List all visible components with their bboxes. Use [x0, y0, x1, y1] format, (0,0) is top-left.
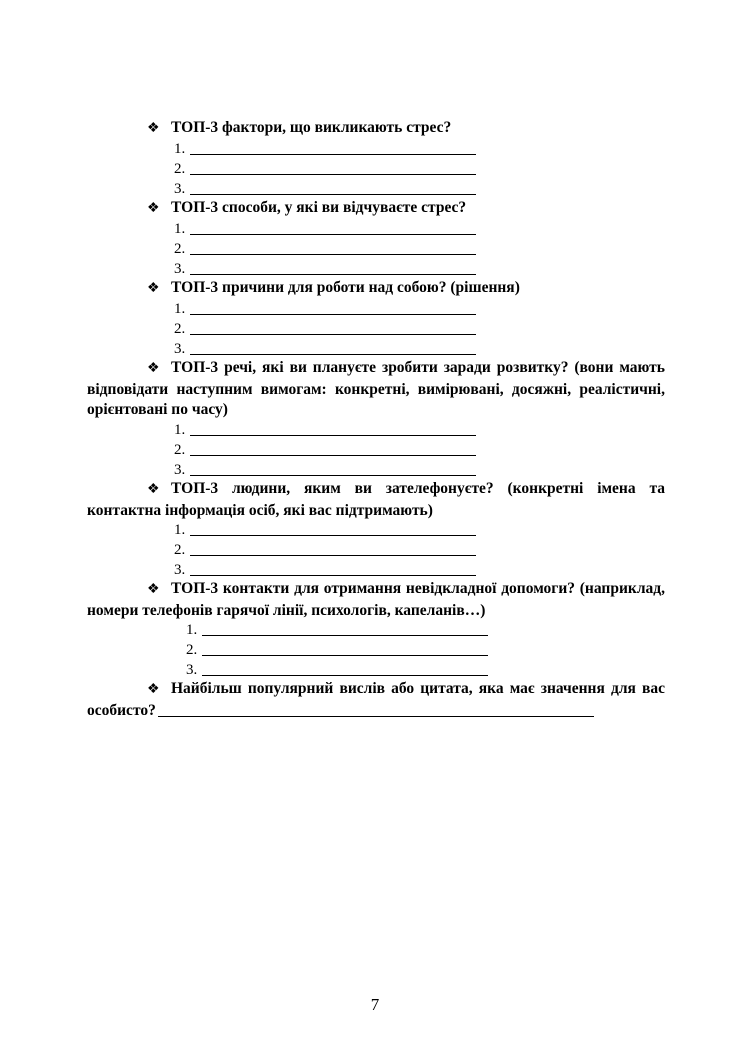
- question-7: [87, 679, 665, 721]
- answer-line: 2.: [174, 318, 476, 338]
- question-text: ТОП-3 фактори, що викликають стрес?: [171, 119, 452, 136]
- answer-lines-1: [174, 138, 476, 198]
- answer-blank[interactable]: [190, 454, 476, 456]
- answer-lines-2: [174, 218, 476, 278]
- answer-blank[interactable]: [190, 534, 476, 536]
- question-text: ТОП-3 контакти для отримання невідкладної допомоги? (наприклад, номери телефонів гарячої лінії, психологів, капеланів…): [87, 580, 665, 619]
- diamond-bullet-icon: ❖: [147, 121, 160, 136]
- question-text: ТОП-3 речі, які ви плануєте зробити заради розвитку? (вони мають відповідати наступним вимогам: конкретні, вимірювані, досяжні, реалістичні, орієнтовані по часу): [87, 359, 665, 418]
- answer-line: 1.: [174, 519, 476, 539]
- diamond-bullet-icon: ❖: [147, 582, 160, 597]
- question-2: [87, 198, 665, 220]
- answer-blank[interactable]: [190, 353, 476, 355]
- answer-line: 2.: [174, 238, 476, 258]
- answer-blank[interactable]: [190, 253, 476, 255]
- answer-line: 3.: [174, 338, 476, 358]
- answer-lines-6: [186, 619, 488, 679]
- diamond-bullet-icon: ❖: [147, 682, 160, 697]
- diamond-bullet-icon: ❖: [147, 201, 160, 216]
- question-text: ТОП-3 причини для роботи над собою? (рішення): [171, 279, 520, 296]
- answer-blank[interactable]: [190, 554, 476, 556]
- answer-lines-4: [174, 419, 476, 479]
- answer-line: 3.: [174, 459, 476, 479]
- question-3: [87, 278, 665, 300]
- question-text: ТОП-3 способи, у які ви відчуваєте стрес?: [171, 199, 467, 216]
- answer-line: 3.: [186, 659, 488, 679]
- answer-blank[interactable]: [202, 634, 488, 636]
- answer-line: 1.: [174, 298, 476, 318]
- question-text: ТОП-3 людини, яким ви зателефонуєте? (конкретні імена та контактна інформація осіб, які вас підтримають): [87, 480, 665, 519]
- answer-line: 2.: [174, 158, 476, 178]
- answer-line: 1.: [186, 619, 488, 639]
- answer-blank[interactable]: [190, 474, 476, 476]
- answer-line: 3.: [174, 178, 476, 198]
- answer-line: 2.: [174, 439, 476, 459]
- answer-line: 3.: [174, 559, 476, 579]
- quote-answer-blank[interactable]: [158, 716, 594, 717]
- answer-line: 2.: [174, 539, 476, 559]
- answer-line: 1.: [174, 419, 476, 439]
- answer-line: 1.: [174, 218, 476, 238]
- answer-lines-3: [174, 298, 476, 358]
- answer-blank[interactable]: [190, 574, 476, 576]
- answer-blank[interactable]: [202, 654, 488, 656]
- diamond-bullet-icon: ❖: [147, 281, 160, 296]
- answer-blank[interactable]: [202, 674, 488, 676]
- answer-line: 1.: [174, 138, 476, 158]
- answer-blank[interactable]: [190, 153, 476, 155]
- question-1: [87, 118, 665, 140]
- answer-line: 2.: [186, 639, 488, 659]
- answer-blank[interactable]: [190, 173, 476, 175]
- diamond-bullet-icon: ❖: [147, 482, 160, 497]
- answer-line: 3.: [174, 258, 476, 278]
- question-5: [87, 479, 665, 521]
- question-6: [87, 579, 665, 621]
- answer-blank[interactable]: [190, 333, 476, 335]
- diamond-bullet-icon: ❖: [147, 361, 160, 376]
- answer-blank[interactable]: [190, 434, 476, 436]
- answer-blank[interactable]: [190, 273, 476, 275]
- answer-blank[interactable]: [190, 313, 476, 315]
- answer-blank[interactable]: [190, 233, 476, 235]
- answer-lines-5: [174, 519, 476, 579]
- question-text: Найбільш популярний вислів або цитата, яка має значення для вас особисто?: [87, 680, 665, 719]
- question-4: [87, 358, 665, 421]
- answer-blank[interactable]: [190, 193, 476, 195]
- page-number: 7: [370, 995, 380, 1014]
